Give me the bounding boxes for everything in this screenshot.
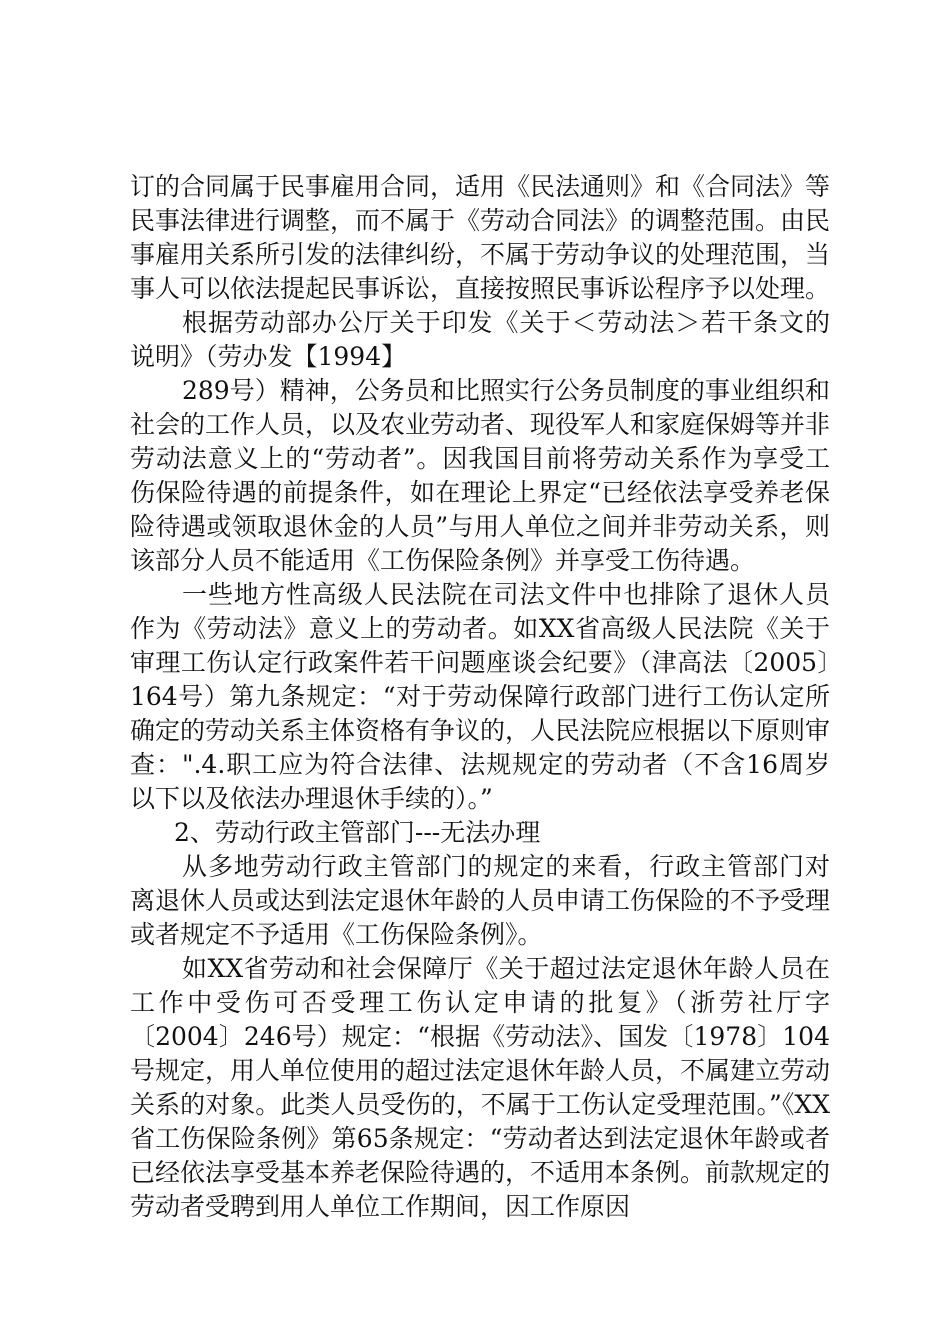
paragraph-court-documents: 一些地方性高级人民法院在司法文件中也排除了退休人员作为《劳动法》意义上的劳动者。如XX省高级人民法院《关于审理工伤认定行政案件若干问题座谈会纪要》（津高法〔2005〕164号）第九条规定：“对于劳动保障行政部门进行工伤认定所确定的劳动关系主体资格有争议的，人民法院应根据以下原则审查：".4.职工应为符合法律、法规规定的劳动者（不含16周岁以下以及依法办理退休手续的）。” xyxy=(130,580,831,813)
paragraph-contract-scope: 订的合同属于民事雇用合同，适用《民法通则》和《合同法》等民事法律进行调整，而不属于《劳动合同法》的调整范围。由民事雇用关系所引发的法律纠纷，不属于劳动争议的处理范围，当事人可以依法提起民事诉讼，直接按照民事诉讼程序予以处理。 xyxy=(130,172,831,303)
paragraph-province-reply: 如XX省劳动和社会保障厅《关于超过法定退休年龄人员在工作中受伤可否受理工伤认定申请的批复》（浙劳社厅字〔2004〕246号）规定：“根据《劳动法》、国发〔1978〕104号规定，用人单位使用的超过法定退休年龄人员，不属建立劳动关系的对象。此类人员受伤的，不属于工伤认定受理范围。”《XX省工伤保险条例》第65条规定：“劳动者达到法定退休年龄或者已经依法享受基本养老保险待遇的，不适用本条例。前款规定的劳动者受聘到用人单位工作期间，因工作原因 xyxy=(130,954,831,1221)
section-heading-administrative: 2、劳动行政主管部门---无法办理 xyxy=(174,818,541,847)
paragraph-labor-definition: 289号）精神，公务员和比照实行公务员制度的事业组织和社会的工作人员，以及农业劳动者、现役军人和家庭保姆等并非劳动法意义上的“劳动者”。因我国目前将劳动关系作为享受工伤保险待遇的前提条件，如在理论上界定“已经依法享受养老保险待遇或领取退休金的人员”与用人单位之间并非劳动关系，则该部分人员不能适用《工伤保险条例》并享受工伤待遇。 xyxy=(130,376,831,575)
document-body xyxy=(130,170,830,1224)
paragraph-labor-ministry-notice: 根据劳动部办公厅关于印发《关于＜劳动法＞若干条文的说明》（劳办发【1994】 xyxy=(130,308,830,371)
paragraph-administrative-rules: 从多地劳动行政主管部门的规定的来看，行政主管部门对离退休人员或达到法定退休年龄的人员申请工伤保险的不予受理或者规定不予适用《工伤保险条例》。 xyxy=(130,852,831,949)
